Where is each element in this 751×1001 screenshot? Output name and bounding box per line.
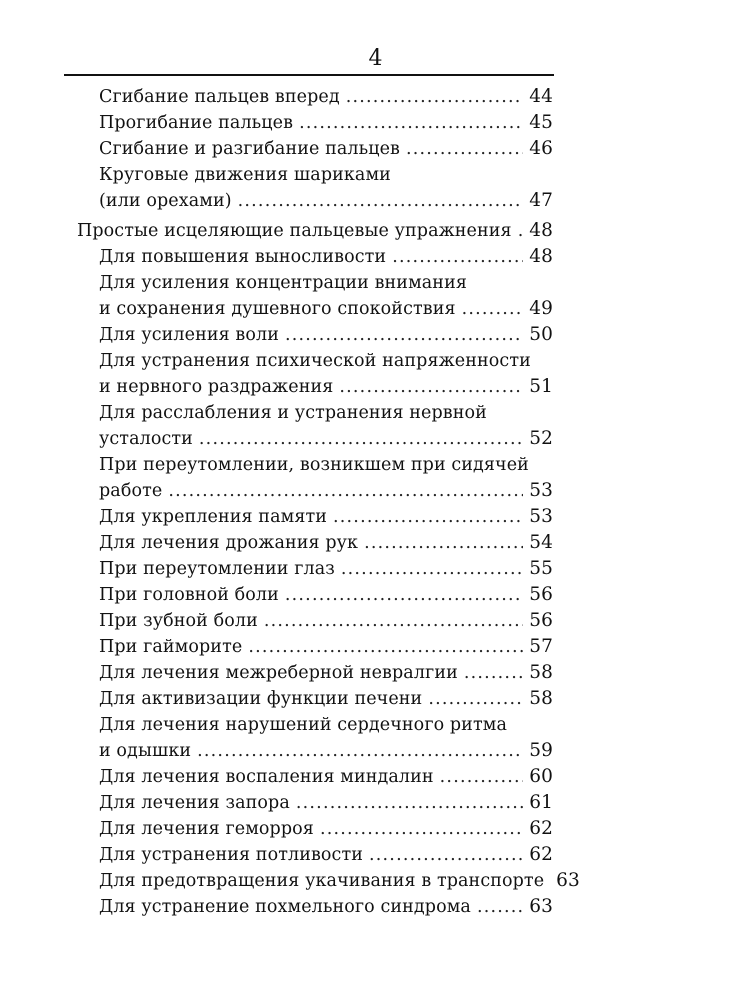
toc-entry (99, 608, 553, 634)
toc-entry-title: Для лечения геморроя (99, 819, 314, 839)
toc-entry-title: Для повышения выносливости (99, 247, 387, 267)
toc-entry-page-number: 63 (529, 896, 553, 917)
toc-entry-page-number: 60 (529, 766, 553, 787)
toc-entry (99, 136, 553, 162)
dot-leader (285, 582, 523, 608)
dot-leader (197, 738, 523, 764)
toc-entry-title: Для предотвращения укачивания в транспорте (99, 871, 545, 891)
toc-entry-title: Для лечения запора (99, 793, 290, 813)
toc-entry (99, 712, 553, 764)
dot-leader (341, 556, 523, 582)
dot-leader (299, 110, 523, 136)
toc-entry-title: Простые исцеляющие пальцевые упражнения (77, 221, 512, 241)
toc-entry (99, 530, 553, 556)
dot-leader (440, 764, 524, 790)
toc-entry-page-number: 56 (529, 584, 553, 605)
toc-entry-title: При гайморите (99, 637, 243, 657)
toc-entry-page-number: 51 (529, 376, 553, 397)
toc-entry (99, 556, 553, 582)
toc-entry-title: Для устранения потливости (99, 845, 364, 865)
toc-entry-page-number: 62 (529, 818, 553, 839)
toc-entry-title: работе (99, 481, 163, 501)
toc-entry-title: Прогибание пальцев (99, 113, 294, 133)
toc-entry (99, 270, 553, 322)
toc-entry-page-number: 50 (529, 324, 553, 345)
dot-leader (333, 504, 523, 530)
toc-entry (99, 868, 580, 894)
dot-leader (296, 790, 523, 816)
dot-leader (518, 218, 524, 244)
toc-entry-page-number: 56 (529, 610, 553, 631)
toc-entry (99, 660, 553, 686)
toc-entry-page-number: 59 (529, 740, 553, 761)
toc-entry-title: и сохранения душевного спокойствия (99, 299, 456, 319)
toc-entry (99, 84, 553, 110)
toc-entry-page-number: 55 (529, 558, 553, 579)
dot-leader (339, 374, 523, 400)
toc-entry-title: Для активизации функции печени (99, 689, 423, 709)
toc-entry-page-number: 48 (529, 246, 553, 267)
toc-entry-page-number: 46 (529, 138, 553, 159)
toc-entry (99, 816, 553, 842)
toc-entry (99, 452, 553, 504)
dot-leader (248, 634, 523, 660)
toc-entry-page-number: 45 (529, 112, 553, 133)
toc-entry-title-line: Для усиления концентрации внимания (99, 273, 467, 293)
toc-entry-title: Для усиления воли (99, 325, 279, 345)
toc-entry-page-number: 61 (529, 792, 553, 813)
toc-entry-page-number: 53 (529, 480, 553, 501)
toc-entry-title-line: Для расслабления и устранения нервной (99, 403, 487, 423)
toc-entry (99, 110, 553, 136)
toc-entry-title: При переутомлении глаз (99, 559, 335, 579)
toc-entry-page-number: 52 (529, 428, 553, 449)
toc-entry (99, 162, 553, 214)
toc-entry-page-number: 63 (556, 870, 580, 891)
toc-entry-page-number: 48 (529, 220, 553, 241)
toc-entry (99, 764, 553, 790)
toc-entry (77, 218, 553, 244)
dot-leader (369, 842, 523, 868)
header-rule (64, 74, 554, 76)
page-number: 4 (368, 46, 383, 71)
toc-entry-title: Для укрепления памяти (99, 507, 328, 527)
dot-leader (392, 244, 523, 270)
toc-entry-title: усталости (99, 429, 193, 449)
toc-entry-title-line: Для лечения нарушений сердечного ритма (99, 715, 507, 735)
toc-entry (99, 504, 553, 530)
toc-entry-title: Сгибание пальцев вперед (99, 87, 340, 107)
toc-entry-page-number: 53 (529, 506, 553, 527)
toc-entry (99, 790, 553, 816)
toc-entry-page-number: 62 (529, 844, 553, 865)
toc-entry (99, 634, 553, 660)
toc-entry-title: Сгибание и разгибание пальцев (99, 139, 400, 159)
toc-entry-title: Для устранение похмельного синдрома (99, 897, 471, 917)
dot-leader (364, 530, 523, 556)
dot-leader (406, 136, 523, 162)
toc-entry-page-number: 58 (529, 688, 553, 709)
toc-entry-title: и нервного раздражения (99, 377, 334, 397)
toc-entry-title-line: Для устранения психической напряженности (99, 351, 531, 371)
dot-leader (462, 296, 524, 322)
toc-entry-title-line: При переутомлении, возникшем при сидячей (99, 455, 529, 475)
toc-entry-title: При головной боли (99, 585, 279, 605)
dot-leader (168, 478, 523, 504)
toc-entry (99, 842, 553, 868)
toc-entry-page-number: 49 (529, 298, 553, 319)
toc-entry (99, 400, 553, 452)
dot-leader (428, 686, 523, 712)
toc-entry (99, 894, 553, 920)
toc-entry (99, 348, 553, 400)
toc-entry-page-number: 54 (529, 532, 553, 553)
toc-entry-page-number: 44 (529, 86, 553, 107)
dot-leader (477, 894, 523, 920)
toc-entry (99, 244, 553, 270)
dot-leader (238, 188, 524, 214)
toc-entry-title: Для лечения дрожания рук (99, 533, 359, 553)
toc-entry (99, 582, 553, 608)
toc-entry (99, 322, 553, 348)
dot-leader (320, 816, 523, 842)
dot-leader (464, 660, 523, 686)
toc-entry-page-number: 58 (529, 662, 553, 683)
toc-entry-title: Для лечения воспаления миндалин (99, 767, 434, 787)
toc-entry-page-number: 47 (529, 190, 553, 211)
toc-entry-title-line: Круговые движения шариками (99, 165, 391, 185)
toc-entry-title: и одышки (99, 741, 192, 761)
dot-leader (264, 608, 523, 634)
dot-leader (285, 322, 523, 348)
toc-entry-title: При зубной боли (99, 611, 258, 631)
toc-entry-title: (или орехами) (99, 191, 232, 211)
dot-leader (346, 84, 524, 110)
dot-leader (199, 426, 523, 452)
toc-entry-title: Для лечения межреберной невралгии (99, 663, 458, 683)
toc-entry (99, 686, 553, 712)
toc-entry-page-number: 57 (529, 636, 553, 657)
